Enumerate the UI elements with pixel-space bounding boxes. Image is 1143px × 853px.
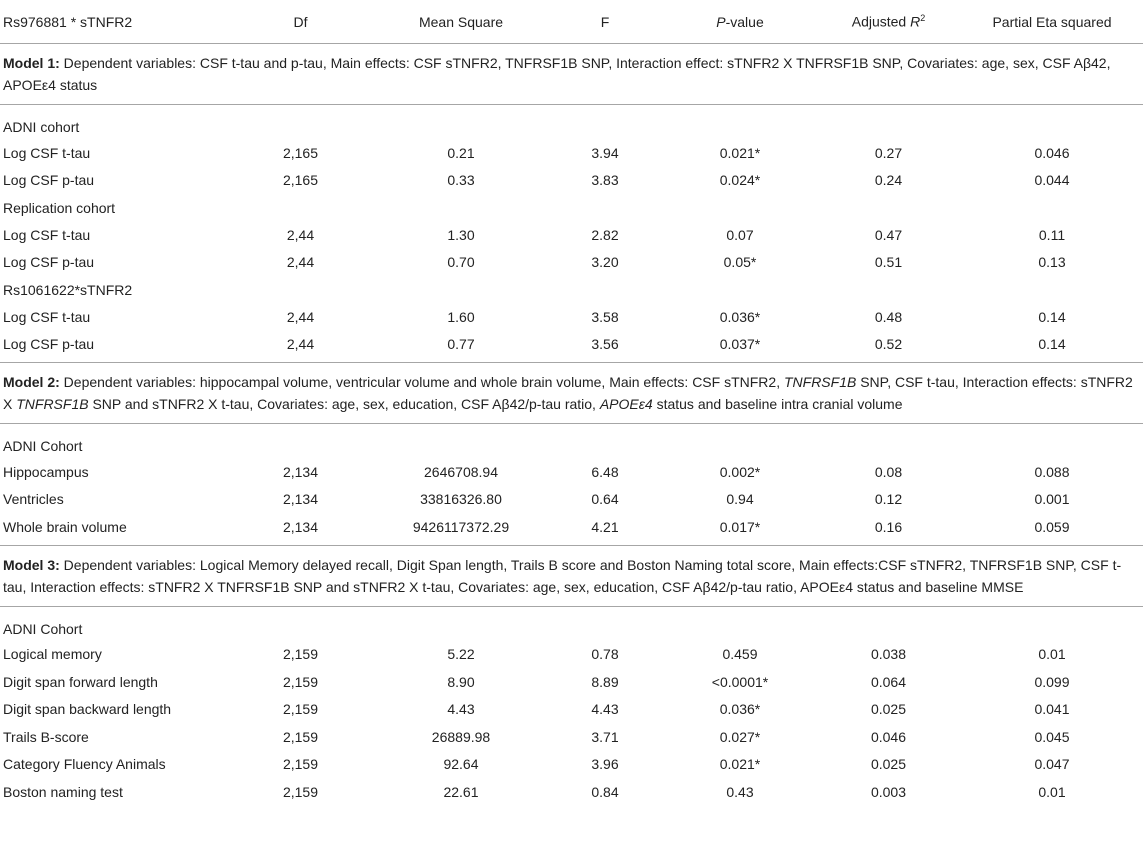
f-value: 3.20 bbox=[591, 254, 619, 271]
model2-description bbox=[0, 363, 1143, 424]
row-label: Hippocampus bbox=[3, 463, 89, 480]
section-title: Replication cohort bbox=[3, 199, 116, 216]
f-value: 0.78 bbox=[591, 646, 619, 663]
model1-description bbox=[0, 44, 1143, 105]
model3-description-row bbox=[0, 545, 1143, 606]
row-label: Ventricles bbox=[3, 491, 64, 508]
partial-eta-value: 0.11 bbox=[1038, 226, 1066, 243]
p-value: <0.0001* bbox=[711, 673, 769, 690]
table-row bbox=[0, 221, 1143, 249]
row-label: Log CSF p-tau bbox=[3, 172, 95, 189]
header-p-italic: P bbox=[716, 13, 726, 30]
p-value: 0.05* bbox=[723, 254, 757, 271]
header-adj-text: Adjusted bbox=[851, 13, 911, 30]
mean-square-value: 26889.98 bbox=[431, 728, 491, 745]
adjusted-r2-value: 0.025 bbox=[870, 756, 907, 773]
table-row bbox=[0, 139, 1143, 167]
table-row bbox=[0, 303, 1143, 331]
model2-text-d: status and baseline intra cranial volume bbox=[652, 396, 903, 412]
p-value: 0.024* bbox=[719, 172, 761, 189]
table-row bbox=[0, 778, 1143, 806]
model2-italic-b: TNFRSF1B bbox=[16, 396, 89, 412]
section-title: Rs1061622*sTNFR2 bbox=[3, 281, 133, 298]
model2-text-c: SNP and sTNFR2 X t-tau, Covariates: age, sex, education, CSF Aβ42/p-tau ratio, bbox=[88, 396, 600, 412]
p-value: 0.037* bbox=[719, 336, 761, 353]
table-row bbox=[0, 696, 1143, 724]
partial-eta-value: 0.047 bbox=[1034, 756, 1070, 773]
mean-square-value: 33816326.80 bbox=[420, 491, 502, 508]
table-row bbox=[0, 513, 1143, 541]
model1-label: Model 1: bbox=[3, 55, 60, 71]
section-title-row bbox=[0, 105, 1143, 140]
table-row bbox=[0, 641, 1143, 669]
row-label: Log CSF t-tau bbox=[3, 226, 91, 243]
row-label: Logical memory bbox=[3, 646, 102, 663]
mean-square-value: 0.21 bbox=[447, 144, 475, 161]
header-adjusted-r2 bbox=[819, 0, 958, 44]
model3-description bbox=[0, 545, 1143, 606]
section-title-row bbox=[0, 606, 1143, 641]
partial-eta-value: 0.046 bbox=[1034, 144, 1070, 161]
row-label: Log CSF t-tau bbox=[3, 308, 91, 325]
model3-label: Model 3: bbox=[3, 556, 60, 573]
f-value: 2.82 bbox=[591, 226, 619, 243]
df-value: 2,159 bbox=[282, 728, 319, 745]
p-value: 0.002* bbox=[719, 463, 761, 480]
f-value: 3.58 bbox=[591, 308, 619, 325]
mean-square-value: 0.77 bbox=[447, 336, 475, 353]
df-value: 2,159 bbox=[282, 756, 319, 773]
header-df: Df bbox=[228, 0, 373, 44]
header-snp-interaction: Rs976881 * sTNFR2 bbox=[0, 0, 228, 44]
model3-sections bbox=[0, 606, 1143, 810]
df-value: 2,165 bbox=[282, 144, 319, 161]
partial-eta-value: 0.099 bbox=[1034, 673, 1070, 690]
partial-eta-value: 0.01 bbox=[1038, 783, 1066, 800]
mean-square-value: 8.90 bbox=[447, 673, 475, 690]
df-value: 2,159 bbox=[282, 701, 319, 718]
model2-sections bbox=[0, 424, 1143, 546]
model2-text-a: Dependent variables: hippocampal volume, ventricular volume and whole brain volume, Main effects: CSF sTNFR2, bbox=[59, 374, 784, 390]
p-value: 0.94 bbox=[726, 491, 754, 508]
p-value: 0.017* bbox=[719, 518, 761, 535]
f-value: 8.89 bbox=[591, 673, 619, 690]
f-value: 3.94 bbox=[591, 144, 619, 161]
mean-square-value: 5.22 bbox=[447, 646, 475, 663]
table-row bbox=[0, 751, 1143, 779]
spacer-row bbox=[0, 806, 1143, 810]
model3-header bbox=[0, 545, 1143, 606]
row-label: Digit span backward length bbox=[3, 701, 172, 718]
p-value: 0.036* bbox=[719, 308, 761, 325]
adjusted-r2-value: 0.038 bbox=[870, 646, 907, 663]
p-value: 0.021* bbox=[719, 756, 761, 773]
mean-square-value: 2646708.94 bbox=[424, 463, 498, 480]
df-value: 2,134 bbox=[282, 518, 319, 535]
adjusted-r2-value: 0.27 bbox=[874, 144, 903, 161]
f-value: 3.56 bbox=[591, 336, 619, 353]
adjusted-r2-value: 0.064 bbox=[870, 673, 907, 690]
partial-eta-value: 0.044 bbox=[1034, 172, 1070, 189]
header-adj-sup: 2 bbox=[920, 13, 926, 24]
section-title: ADNI Cohort bbox=[3, 620, 83, 637]
f-value: 4.43 bbox=[591, 701, 619, 718]
partial-eta-value: 0.088 bbox=[1034, 463, 1070, 480]
row-label: Log CSF t-tau bbox=[3, 144, 91, 161]
table-row bbox=[0, 249, 1143, 277]
row-label: Trails B-score bbox=[3, 728, 89, 745]
f-value: 3.71 bbox=[591, 728, 619, 745]
p-value: 0.07 bbox=[726, 226, 754, 243]
mean-square-value: 1.60 bbox=[447, 308, 475, 325]
df-value: 2,159 bbox=[282, 783, 319, 800]
df-value: 2,134 bbox=[282, 491, 319, 508]
p-value: 0.021* bbox=[719, 144, 761, 161]
section-title-row bbox=[0, 424, 1143, 459]
f-value: 0.84 bbox=[591, 783, 619, 800]
partial-eta-value: 0.041 bbox=[1034, 701, 1070, 718]
row-label: Whole brain volume bbox=[3, 518, 127, 535]
f-value: 3.83 bbox=[591, 172, 619, 189]
table-row bbox=[0, 486, 1143, 514]
table-row bbox=[0, 167, 1143, 195]
adjusted-r2-value: 0.025 bbox=[870, 701, 907, 718]
f-value: 3.96 bbox=[591, 756, 619, 773]
model1-sections bbox=[0, 105, 1143, 363]
mean-square-value: 22.61 bbox=[443, 783, 479, 800]
f-value: 4.21 bbox=[591, 518, 619, 535]
model1-description-row bbox=[0, 44, 1143, 105]
adjusted-r2-value: 0.47 bbox=[874, 226, 903, 243]
adjusted-r2-value: 0.08 bbox=[874, 463, 903, 480]
section-title: ADNI Cohort bbox=[3, 438, 83, 454]
model2-header bbox=[0, 363, 1143, 424]
header-p-rest: -value bbox=[725, 13, 764, 30]
mean-square-value: 92.64 bbox=[443, 756, 479, 773]
partial-eta-value: 0.01 bbox=[1038, 646, 1066, 663]
partial-eta-value: 0.13 bbox=[1038, 254, 1066, 271]
adjusted-r2-value: 0.24 bbox=[874, 172, 903, 189]
model2-label: Model 2: bbox=[3, 374, 60, 390]
p-value: 0.459 bbox=[722, 646, 758, 663]
row-label: Log CSF p-tau bbox=[3, 336, 95, 353]
header-p-value bbox=[661, 0, 819, 44]
df-value: 2,134 bbox=[282, 463, 319, 480]
table-header-row bbox=[0, 0, 1143, 44]
p-value: 0.027* bbox=[719, 728, 761, 745]
df-value: 2,44 bbox=[286, 308, 315, 325]
partial-eta-value: 0.14 bbox=[1038, 336, 1066, 353]
df-value: 2,165 bbox=[282, 172, 319, 189]
adjusted-r2-value: 0.48 bbox=[874, 308, 903, 325]
df-value: 2,44 bbox=[286, 336, 315, 353]
adjusted-r2-value: 0.046 bbox=[870, 728, 907, 745]
row-label: Log CSF p-tau bbox=[3, 254, 95, 271]
df-value: 2,159 bbox=[282, 673, 319, 690]
model3-text: Dependent variables: Logical Memory delayed recall, Digit Span length, Trails B score and Boston Naming total score, Main effects:CSF sTNFR2, TNFRSF1B SNP, CSF t-tau, Interaction effects: sTNFR2 X TNFRSF1B SNP and sTNFR2 X t-tau, Covariates: age, sex, education, CSF Aβ42/p-tau ratio, APOEε4 status and baseline MMSE bbox=[3, 556, 1122, 595]
adjusted-r2-value: 0.51 bbox=[874, 254, 903, 271]
section-title-row bbox=[0, 276, 1143, 303]
f-value: 0.64 bbox=[591, 491, 619, 508]
partial-eta-value: 0.059 bbox=[1034, 518, 1070, 535]
mean-square-value: 9426117372.29 bbox=[412, 518, 510, 535]
adjusted-r2-value: 0.52 bbox=[874, 336, 903, 353]
mean-square-value: 0.70 bbox=[447, 254, 475, 271]
model2-italic-c: APOEε4 bbox=[599, 396, 653, 412]
mean-square-value: 4.43 bbox=[447, 701, 475, 718]
section-title: ADNI cohort bbox=[3, 119, 80, 135]
model2-description-row bbox=[0, 363, 1143, 424]
row-label: Boston naming test bbox=[3, 783, 123, 800]
df-value: 2,159 bbox=[282, 646, 319, 663]
section-title-row bbox=[0, 194, 1143, 221]
table-row bbox=[0, 723, 1143, 751]
adjusted-r2-value: 0.12 bbox=[874, 491, 903, 508]
header-f: F bbox=[549, 0, 661, 44]
mean-square-value: 0.33 bbox=[447, 172, 475, 189]
model1-text: Dependent variables: CSF t-tau and p-tau, Main effects: CSF sTNFR2, TNFRSF1B SNP, Interaction effect: sTNFR2 X TNFRSF1B SNP, Covariates: age, sex, CSF Aβ42, APOEε4 status bbox=[3, 55, 1111, 93]
table-body bbox=[0, 44, 1143, 105]
partial-eta-value: 0.14 bbox=[1038, 308, 1066, 325]
table-row bbox=[0, 331, 1143, 359]
model2-text-b: SNP, CSF t-tau, Interaction effects: sTNFR2 X bbox=[3, 374, 1133, 412]
header-adj-r: R bbox=[910, 13, 921, 30]
row-label: Category Fluency Animals bbox=[3, 756, 166, 773]
partial-eta-value: 0.045 bbox=[1034, 728, 1070, 745]
p-value: 0.036* bbox=[719, 701, 761, 718]
row-label: Digit span forward length bbox=[3, 673, 158, 690]
df-value: 2,44 bbox=[286, 226, 315, 243]
adjusted-r2-value: 0.003 bbox=[870, 783, 907, 800]
partial-eta-value: 0.001 bbox=[1034, 491, 1070, 508]
f-value: 6.48 bbox=[591, 463, 619, 480]
spacer-cell bbox=[0, 806, 1143, 810]
p-value: 0.43 bbox=[726, 783, 754, 800]
table-row bbox=[0, 458, 1143, 486]
mean-square-value: 1.30 bbox=[447, 226, 475, 243]
header-mean-square: Mean Square bbox=[373, 0, 549, 44]
adjusted-r2-value: 0.16 bbox=[874, 518, 903, 535]
model2-italic-a: TNFRSF1B bbox=[783, 374, 857, 390]
header-partial-eta: Partial Eta squared bbox=[958, 0, 1143, 44]
table-row bbox=[0, 668, 1143, 696]
df-value: 2,44 bbox=[286, 254, 315, 271]
